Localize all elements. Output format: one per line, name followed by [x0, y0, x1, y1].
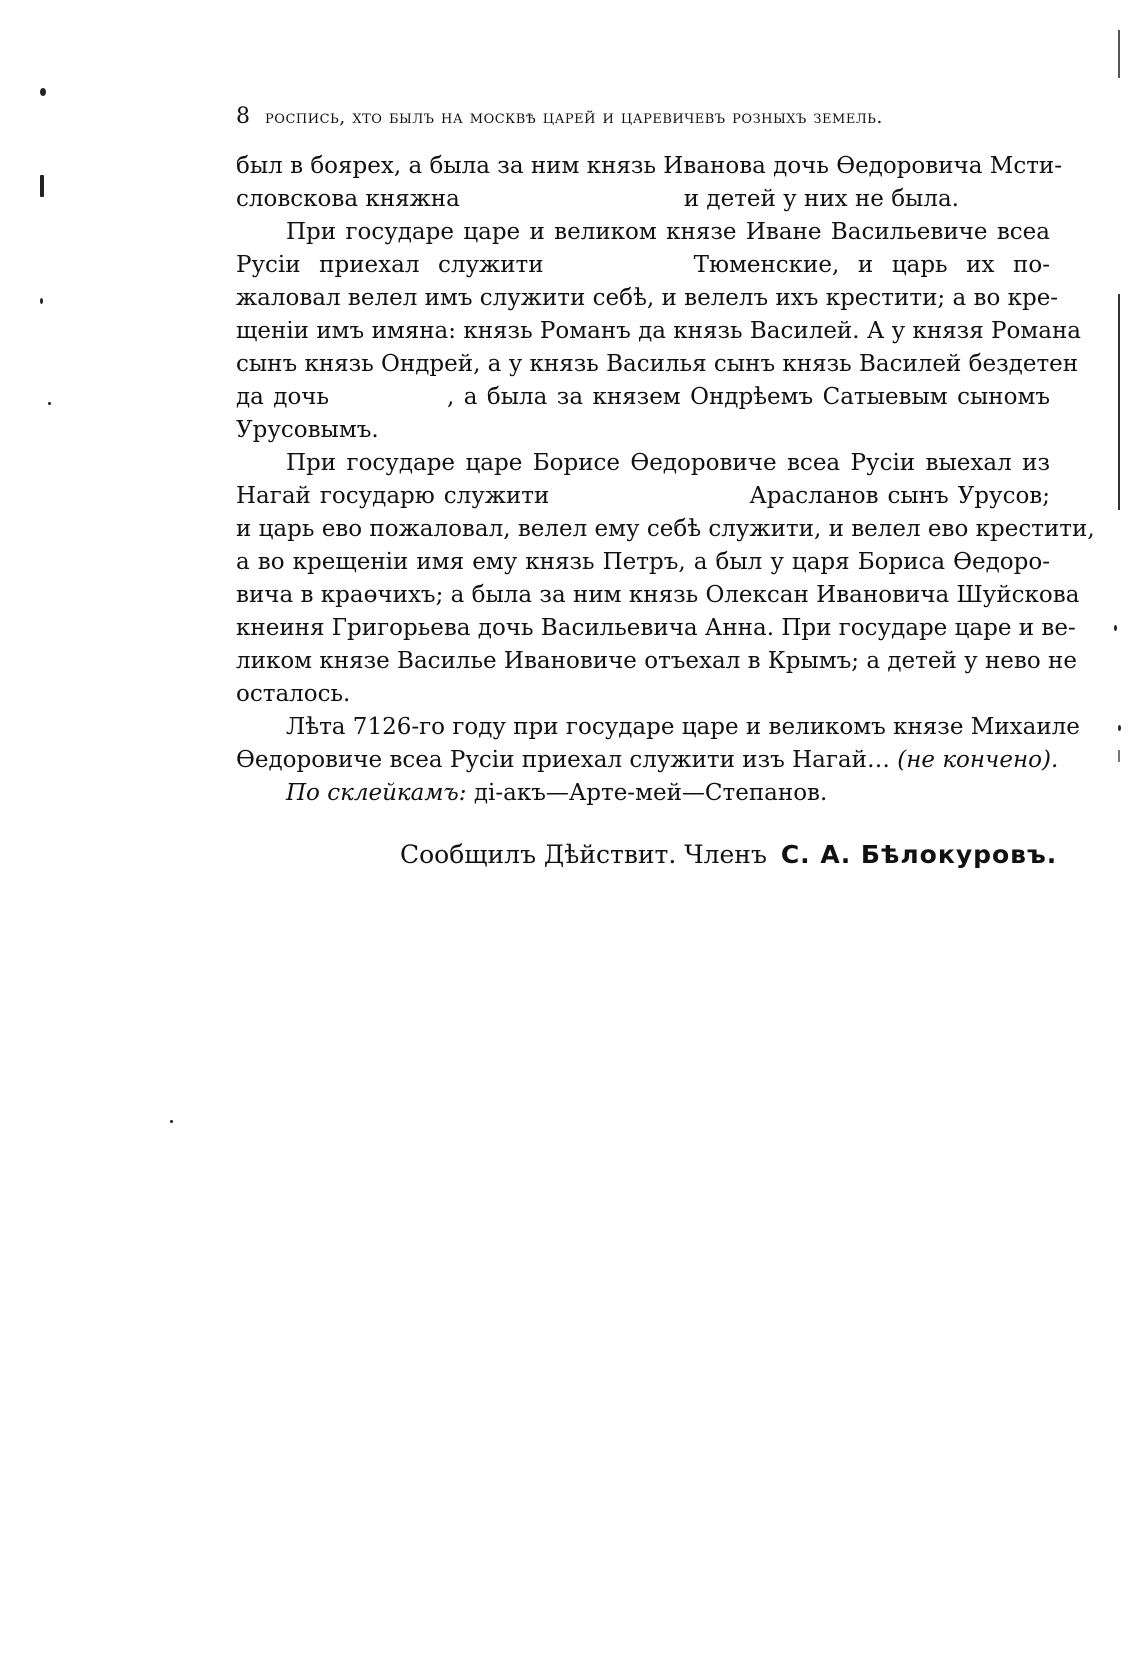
scan-speck — [1114, 625, 1117, 631]
text-line: По склейкамъ: дi-акъ—Арте-мей—Степанов. — [286, 780, 828, 806]
text-line: кнеиня Григорьева дочь Васильевича Анна. При государе царе и ве- — [236, 615, 1076, 641]
page-number: 8 — [236, 104, 251, 129]
scan-speck — [40, 88, 46, 96]
text-line: осталось. — [236, 681, 351, 707]
signature-prefix: Сообщилъ Дѣйствит. Членъ — [400, 840, 767, 869]
text-line: словскова княжна и детей у них не была. — [236, 186, 959, 212]
scan-speck — [40, 298, 43, 304]
text-line: Лѣта 7126-го году при государе царе и великомъ князе Михаиле — [286, 714, 1080, 740]
running-title: роспись, хто былъ на москвѣ царей и царевичевъ розныхъ земель. — [265, 106, 883, 128]
body-text — [236, 150, 1095, 810]
text-line: вича в краөчихъ; а была за ним князь Олексан Ивановича Шуйскова — [236, 582, 1080, 608]
text-line: да дочь , а была за князем Ондрѣемъ Сатыевым сыномъ — [236, 384, 1050, 410]
text-line: и царь ево пожаловал, велел ему себѣ служити, и велел ево крестити, — [236, 516, 1095, 542]
text-line: ликом князе Василье Ивановиче отъехал в Крымъ; а детей у нево не — [236, 648, 1077, 674]
text-line: Урусовымъ. — [236, 417, 379, 443]
text-line: сынъ князь Ондрей, а у князь Василья сынъ князь Василей бездетен — [236, 351, 1079, 377]
text-line: а во крещенiи имя ему князь Петръ, а был у царя Бориса Өедоро- — [236, 549, 1050, 575]
scan-speck — [1118, 725, 1121, 731]
text-line: был в боярех, а была за ним князь Иванова дочь Өедоровича Мсти- — [236, 153, 1063, 179]
text-line: При государе царе Борисе Өедоровиче всеа Русiи выехал из — [286, 450, 1050, 476]
running-head — [236, 104, 1041, 129]
text-line: щенiи имъ имяна: князь Романъ да князь Василей. А у князя Романа — [236, 318, 1082, 344]
scan-speck — [170, 1120, 173, 1123]
text-line: Русiи приехал служити Тюменские, и царь их по- — [236, 252, 1050, 278]
signature-author: С. А. Бѣлокуровъ. — [780, 840, 1058, 869]
scan-speck — [48, 402, 51, 405]
signature — [400, 840, 1057, 869]
text-line: Өедоровиче всеа Русiи приехал служити изъ Нагай… (не кончено). — [236, 747, 1059, 773]
text-line: При государе царе и великом князе Иване Васильевиче всеа — [286, 219, 1050, 245]
text-line: жаловал велел имъ служити себѣ, и велелъ ихъ крестити; а во кре- — [236, 285, 1059, 311]
scan-edge-mark — [1118, 30, 1120, 1230]
scan-speck — [40, 175, 44, 197]
text-line: Нагай государю служити Арасланов сынъ Урусов; — [236, 483, 1050, 509]
